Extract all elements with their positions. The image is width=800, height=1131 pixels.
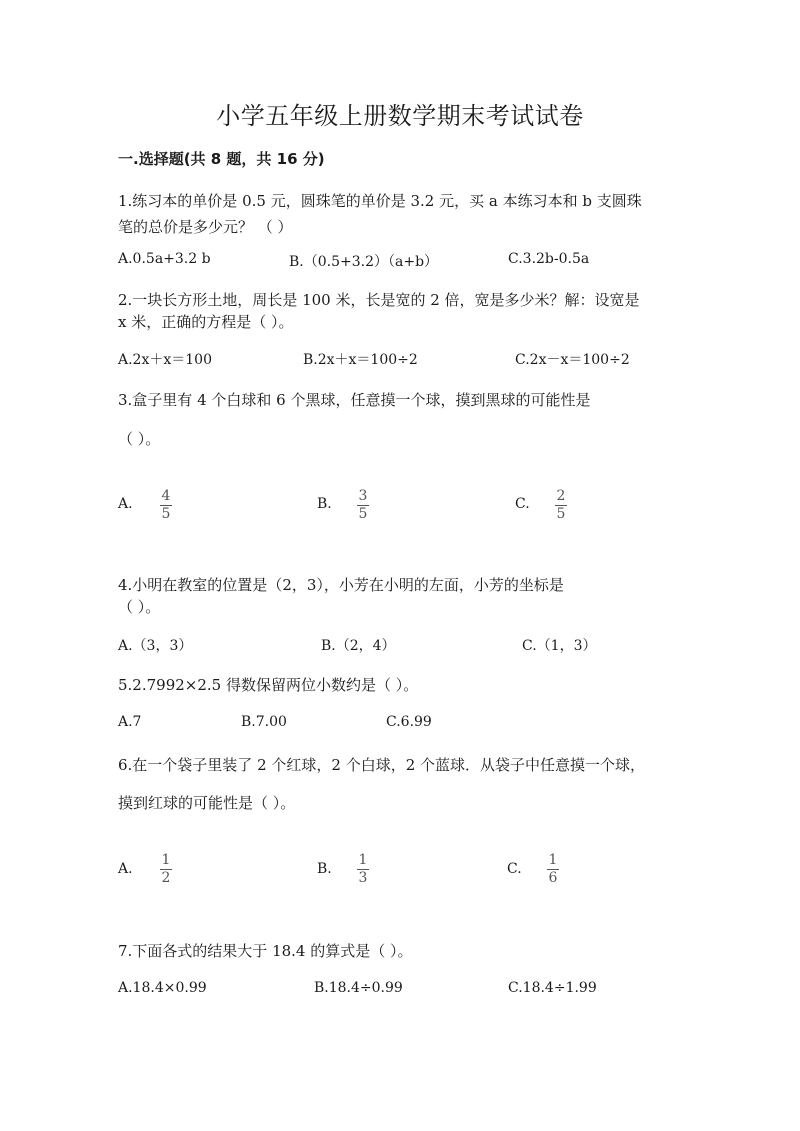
question-6-line-2: 摸到红球的可能性是（ ）。 <box>118 794 296 812</box>
fraction-denominator: 3 <box>358 870 368 886</box>
question-3-option-b-label: B. <box>317 496 332 512</box>
fraction-denominator: 6 <box>548 870 558 886</box>
fraction-denominator: 5 <box>358 506 368 522</box>
question-6-option-c-label: C. <box>507 861 522 877</box>
question-6-option-a-label: A. <box>118 861 133 877</box>
question-2-option-c: C.2x－x＝100÷2 <box>515 352 630 368</box>
fraction-denominator: 5 <box>556 506 566 522</box>
question-7-option-a: A.18.4×0.99 <box>118 980 207 996</box>
question-4-line-1: 4.小明在教室的位置是（2，3），小芳在小明的左面，小芳的坐标是 <box>118 576 564 594</box>
question-4-option-a: A.（3，3） <box>118 638 193 654</box>
fraction-numerator: 4 <box>161 488 171 504</box>
question-6-option-a-fraction <box>160 853 172 886</box>
question-5-option-a: A.7 <box>118 714 142 730</box>
question-3-option-c-label: C. <box>515 496 530 512</box>
question-2-option-a: A.2x＋x＝100 <box>118 352 212 368</box>
fraction-denominator: 2 <box>161 870 171 886</box>
question-5-line-1: 5.2.7992×2.5 得数保留两位小数约是（ ）。 <box>118 676 419 694</box>
question-7-line-1: 7.下面各式的结果大于 18.4 的算式是（ ）。 <box>118 942 413 960</box>
question-2-line-2: x 米，正确的方程是（ ）。 <box>118 313 294 331</box>
question-5-option-c: C.6.99 <box>386 714 432 730</box>
question-1-option-c: C.3.2b-0.5a <box>508 251 590 267</box>
question-6-option-b-fraction <box>357 853 369 886</box>
question-4-line-2: （ ）。 <box>118 598 161 616</box>
fraction-numerator: 3 <box>358 488 368 504</box>
page-title: 小学五年级上册数学期末考试试卷 <box>216 102 584 130</box>
fraction-numerator: 1 <box>358 852 368 868</box>
question-5-option-b: B.7.00 <box>241 714 287 730</box>
question-3-option-a-label: A. <box>118 496 133 512</box>
question-4-option-b: B.（2，4） <box>321 638 396 654</box>
question-6-line-1: 6.在一个袋子里装了 2 个红球，2 个白球，2 个蓝球．从袋子中任意摸一个球， <box>118 756 646 774</box>
fraction-numerator: 1 <box>548 852 558 868</box>
fraction-denominator: 5 <box>161 506 171 522</box>
section-heading-multiple-choice: 一.选择题(共 8 题，共 16 分) <box>118 150 325 168</box>
question-2-line-1: 2.一块长方形土地，周长是 100 米，长是宽的 2 倍，宽是多少米？解：设宽是 <box>118 291 640 309</box>
question-3-option-a-fraction <box>160 489 172 522</box>
question-1-option-a: A.0.5a+3.2 b <box>118 251 211 267</box>
fraction-numerator: 1 <box>161 852 171 868</box>
question-1-line-1: 1.练习本的单价是 0.5 元，圆珠笔的单价是 3.2 元，买 a 本练习本和 b 支圆珠 <box>118 192 642 210</box>
question-4-option-c: C.（1，3） <box>522 638 597 654</box>
question-3-option-b-fraction <box>357 489 369 522</box>
question-2-option-b: B.2x＋x＝100÷2 <box>303 352 418 368</box>
question-7-option-c: C.18.4÷1.99 <box>508 980 597 996</box>
question-3-line-1: 3.盒子里有 4 个白球和 6 个黑球，任意摸一个球，摸到黑球的可能性是 <box>118 391 591 409</box>
question-1-option-b: B.（0.5+3.2）（a+b） <box>289 254 439 270</box>
question-3-option-c-fraction <box>555 489 567 522</box>
question-1-line-2: 笔的总价是多少元？ （ ） <box>118 218 293 236</box>
fraction-numerator: 2 <box>556 488 566 504</box>
question-7-option-b: B.18.4÷0.99 <box>314 980 403 996</box>
question-3-line-2: （ ）。 <box>118 430 161 448</box>
question-6-option-c-fraction <box>547 853 559 886</box>
question-6-option-b-label: B. <box>317 861 332 877</box>
